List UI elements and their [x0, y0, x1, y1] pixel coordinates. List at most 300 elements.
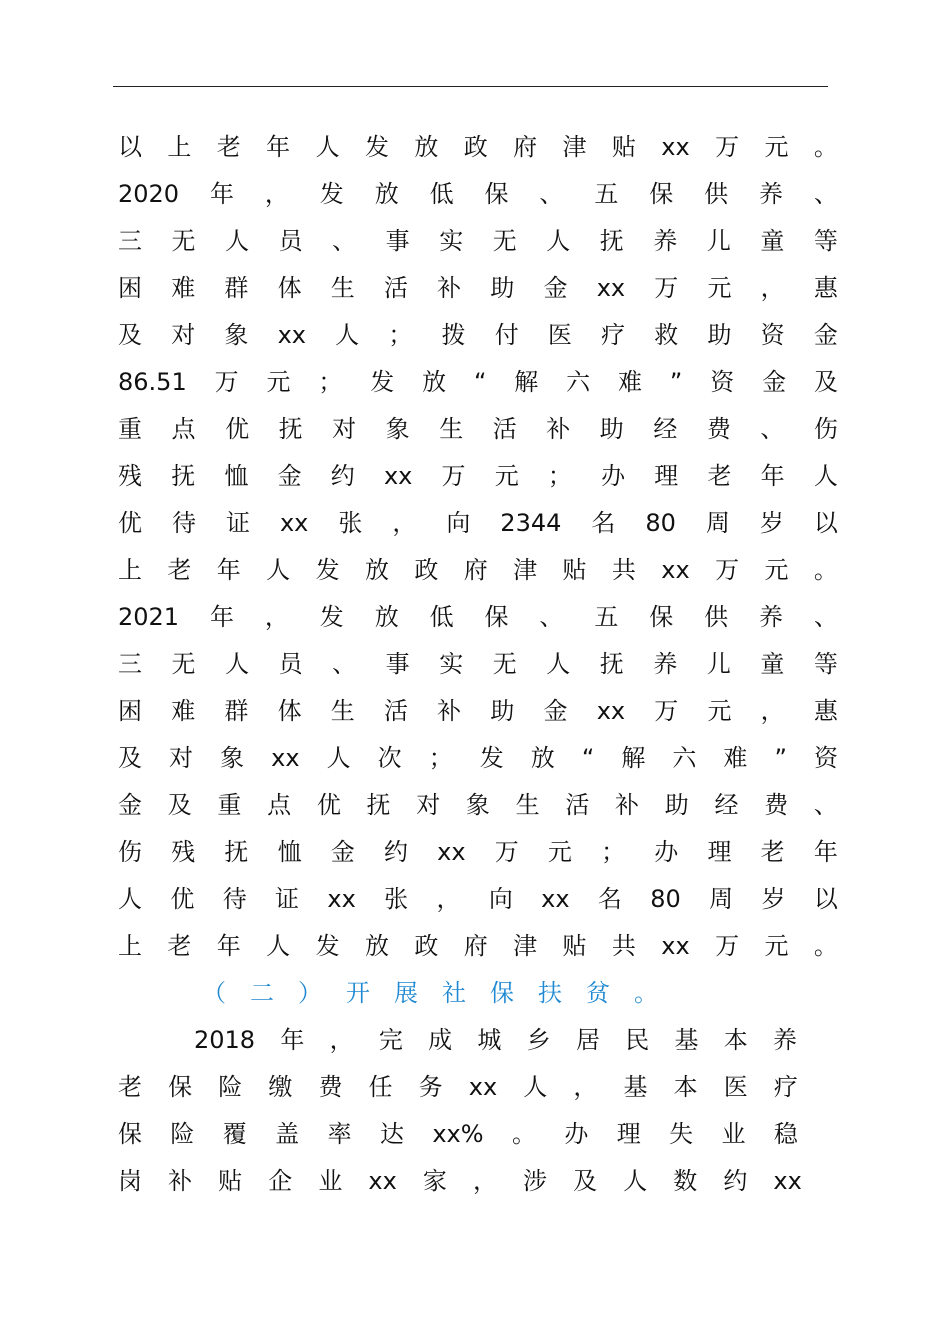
text-token: 困: [118, 274, 142, 302]
body-line: [118, 829, 838, 876]
text-token: 生: [330, 274, 355, 302]
text-token: 发: [319, 180, 344, 208]
text-token: 理: [707, 838, 732, 866]
body-line: [118, 218, 838, 265]
text-token: ，: [329, 1026, 354, 1054]
text-token: 、: [539, 603, 564, 631]
text-token: 对: [332, 415, 357, 443]
text-token: 点: [267, 791, 292, 819]
text-token: 无: [492, 227, 517, 255]
text-token: 金: [118, 791, 142, 819]
text-token: 缴: [268, 1073, 293, 1101]
text-token: 员: [278, 227, 303, 255]
text-token: 年: [209, 603, 234, 631]
text-token: 资: [813, 744, 838, 772]
text-token: 及: [118, 744, 142, 772]
text-token: ；: [318, 368, 343, 396]
body-line: [118, 124, 838, 171]
text-token: 。: [634, 979, 658, 1007]
text-token: 供: [704, 180, 729, 208]
text-token: 完: [378, 1026, 403, 1054]
text-token: 名: [597, 885, 622, 913]
text-token: xx: [661, 556, 690, 584]
text-token: 本: [673, 1073, 698, 1101]
text-token: 资: [710, 368, 735, 396]
text-token: 及: [167, 791, 192, 819]
text-token: 人: [546, 227, 571, 255]
body-line: [118, 312, 838, 359]
text-token: 周: [705, 509, 730, 537]
text-token: 万: [715, 556, 740, 584]
text-token: 解: [514, 368, 539, 396]
text-token: 金: [813, 321, 838, 349]
text-token: 员: [278, 650, 303, 678]
text-token: xx: [437, 838, 466, 866]
text-token: ，: [392, 509, 417, 537]
text-token: 人: [266, 932, 291, 960]
text-token: 岁: [759, 509, 784, 537]
text-token: 疗: [601, 321, 626, 349]
text-token: （: [202, 979, 226, 1007]
text-token: 元: [266, 368, 291, 396]
text-token: ，: [472, 1167, 497, 1195]
text-token: xx: [327, 885, 356, 913]
text-token: 年: [216, 932, 241, 960]
text-token: xx: [596, 697, 626, 725]
text-token: 象: [465, 791, 490, 819]
text-token: 残: [118, 462, 142, 490]
text-token: 费: [318, 1073, 343, 1101]
text-token: 府: [463, 932, 488, 960]
text-token: 童: [760, 650, 785, 678]
text-token: 象: [385, 415, 410, 443]
text-token: 群: [224, 274, 249, 302]
text-token: 以: [813, 885, 838, 913]
text-token: 活: [492, 415, 517, 443]
text-token: ；: [547, 462, 572, 490]
section-line: [118, 1111, 798, 1158]
text-token: 。: [813, 556, 838, 584]
text-token: 办: [601, 462, 626, 490]
text-token: 金: [543, 697, 568, 725]
text-token: 府: [463, 556, 488, 584]
text-token: 、: [813, 180, 838, 208]
text-token: 理: [654, 462, 679, 490]
text-token: 经: [653, 415, 678, 443]
text-token: 失: [669, 1120, 694, 1148]
text-token: 拨: [441, 321, 466, 349]
text-token: 生: [439, 415, 464, 443]
text-token: 年: [209, 180, 234, 208]
text-token: 放: [414, 133, 439, 161]
body-line: [118, 171, 838, 218]
text-token: 发: [315, 932, 340, 960]
text-token: 老: [118, 1073, 142, 1101]
text-token: 助: [490, 697, 515, 725]
text-token: 优: [316, 791, 341, 819]
text-token: 象: [224, 321, 249, 349]
text-token: ，: [760, 697, 785, 725]
text-token: 童: [760, 227, 785, 255]
text-token: 保: [490, 979, 514, 1007]
text-token: 体: [277, 697, 302, 725]
body-line: [118, 500, 838, 547]
text-token: 。: [813, 932, 838, 960]
text-token: 养: [759, 603, 784, 631]
text-token: ，: [264, 603, 289, 631]
text-token: 伤: [813, 415, 838, 443]
text-token: 低: [429, 603, 454, 631]
text-token: 府: [513, 133, 538, 161]
text-token: 政: [414, 932, 439, 960]
text-token: 养: [653, 227, 678, 255]
text-token: 恤: [277, 838, 302, 866]
text-token: 老: [216, 133, 241, 161]
text-token: 儿: [706, 650, 731, 678]
text-token: 约: [723, 1167, 748, 1195]
text-token: 元: [764, 932, 789, 960]
text-token: 政: [463, 133, 488, 161]
text-token: 疗: [773, 1073, 798, 1101]
text-token: 业: [721, 1120, 746, 1148]
text-token: 付: [494, 321, 519, 349]
text-token: 象: [220, 744, 245, 772]
text-token: 贴: [611, 133, 636, 161]
text-token: 点: [171, 415, 196, 443]
text-token: 保: [649, 180, 674, 208]
text-token: 医: [723, 1073, 748, 1101]
body-line: [118, 547, 838, 594]
text-token: 助: [664, 791, 689, 819]
text-token: 人: [523, 1073, 548, 1101]
text-token: 元: [494, 462, 519, 490]
text-token: 重: [118, 415, 142, 443]
text-token: 待: [222, 885, 247, 913]
text-token: xx: [773, 1167, 802, 1195]
text-token: 二: [250, 979, 274, 1007]
text-token: 张: [338, 509, 363, 537]
text-token: 活: [565, 791, 590, 819]
text-token: 及: [118, 321, 142, 349]
text-token: 放: [530, 744, 555, 772]
text-token: 证: [275, 885, 300, 913]
text-token: 老: [760, 838, 785, 866]
text-token: 保: [168, 1073, 193, 1101]
text-token: 惠: [813, 697, 838, 725]
text-token: 低: [429, 180, 454, 208]
text-token: 活: [383, 697, 408, 725]
text-token: 贴: [562, 556, 587, 584]
text-token: 难: [723, 744, 748, 772]
text-token: 补: [168, 1167, 193, 1195]
text-token: 2344: [500, 509, 562, 537]
text-token: 等: [813, 650, 838, 678]
section-line: [118, 1064, 798, 1111]
text-token: 及: [573, 1167, 598, 1195]
text-token: 对: [171, 321, 196, 349]
text-token: ”: [774, 744, 787, 772]
text-token: 政: [414, 556, 439, 584]
text-token: “: [473, 368, 487, 396]
text-token: 医: [547, 321, 572, 349]
text-token: 年: [266, 133, 291, 161]
text-token: 解: [621, 744, 646, 772]
text-token: 抚: [224, 838, 249, 866]
body-line: [118, 688, 838, 735]
text-token: 稳: [773, 1120, 798, 1148]
text-token: 发: [319, 603, 344, 631]
text-token: 保: [649, 603, 674, 631]
text-token: 体: [277, 274, 302, 302]
text-token: 、: [332, 650, 357, 678]
text-token: 老: [167, 932, 192, 960]
text-token: 扶: [538, 979, 562, 1007]
text-token: 人: [326, 744, 351, 772]
text-token: ；: [601, 838, 626, 866]
text-token: 伤: [118, 838, 142, 866]
text-token: 五: [594, 180, 619, 208]
text-token: 上: [167, 133, 192, 161]
text-token: 资: [760, 321, 785, 349]
text-token: 津: [562, 133, 587, 161]
text-token: 费: [764, 791, 789, 819]
text-token: 向: [446, 509, 471, 537]
text-token: 补: [546, 415, 571, 443]
text-token: 对: [169, 744, 194, 772]
text-token: 、: [813, 791, 838, 819]
text-token: 困: [118, 697, 142, 725]
section-line: [118, 1017, 797, 1064]
text-token: 保: [118, 1120, 142, 1148]
text-token: 放: [374, 180, 399, 208]
text-token: 以: [813, 509, 838, 537]
text-token: xx: [661, 133, 690, 161]
text-token: 养: [759, 180, 784, 208]
text-token: 优: [170, 885, 195, 913]
text-token: 上: [118, 932, 142, 960]
text-token: xx: [271, 744, 300, 772]
text-token: 约: [330, 462, 355, 490]
text-token: 办: [564, 1120, 589, 1148]
text-token: 万: [715, 932, 740, 960]
text-token: 证: [225, 509, 250, 537]
text-token: xx: [368, 1167, 397, 1195]
text-token: 金: [543, 274, 568, 302]
text-token: 城: [477, 1026, 502, 1054]
text-token: 2020: [118, 180, 180, 208]
text-token: 元: [707, 274, 732, 302]
text-token: 、: [332, 227, 357, 255]
text-token: 抚: [599, 227, 624, 255]
text-token: 救: [654, 321, 679, 349]
body-line: [118, 641, 838, 688]
text-token: 以: [118, 133, 142, 161]
text-token: 元: [764, 556, 789, 584]
text-token: 养: [773, 1026, 797, 1054]
text-token: 年: [813, 838, 838, 866]
text-token: xx: [468, 1073, 498, 1101]
text-token: 六: [672, 744, 697, 772]
text-token: 万: [654, 697, 679, 725]
text-token: 抚: [171, 462, 196, 490]
text-token: 年: [280, 1026, 305, 1054]
text-token: 共: [611, 556, 636, 584]
text-token: 企: [268, 1167, 293, 1195]
header-divider: [113, 86, 828, 87]
text-token: 覆: [222, 1120, 247, 1148]
text-token: 贴: [562, 932, 587, 960]
text-token: 供: [704, 603, 729, 631]
text-token: xx%: [432, 1120, 484, 1148]
text-token: 金: [762, 368, 787, 396]
text-token: 人: [266, 556, 291, 584]
text-token: 人: [225, 650, 250, 678]
text-token: 实: [439, 650, 464, 678]
text-token: 残: [171, 838, 196, 866]
text-token: 助: [490, 274, 515, 302]
text-token: xx: [661, 932, 690, 960]
document-body: [118, 124, 838, 1205]
text-token: 重: [217, 791, 242, 819]
body-line: [118, 876, 838, 923]
text-token: 等: [813, 227, 838, 255]
text-token: 理: [616, 1120, 641, 1148]
body-line: [118, 594, 838, 641]
text-token: 事: [385, 227, 410, 255]
text-token: ，: [436, 885, 461, 913]
text-token: 人: [315, 133, 340, 161]
text-token: 展: [394, 979, 418, 1007]
text-token: xx: [279, 509, 309, 537]
text-token: 居: [575, 1026, 600, 1054]
text-token: “: [581, 744, 595, 772]
text-token: 对: [416, 791, 441, 819]
text-token: 抚: [366, 791, 391, 819]
text-token: 生: [515, 791, 540, 819]
text-token: 养: [653, 650, 678, 678]
text-token: 年: [216, 556, 241, 584]
text-token: 保: [484, 603, 509, 631]
body-line: [118, 782, 838, 829]
text-token: ；: [428, 744, 453, 772]
text-token: 办: [654, 838, 679, 866]
text-token: 万: [494, 838, 519, 866]
text-token: 乡: [526, 1026, 551, 1054]
text-token: 万: [715, 133, 740, 161]
text-token: 优: [225, 415, 250, 443]
text-token: 岁: [761, 885, 786, 913]
text-token: 2021: [118, 603, 180, 631]
text-token: 、: [539, 180, 564, 208]
text-token: 无: [171, 227, 196, 255]
text-token: 保: [484, 180, 509, 208]
text-token: 社: [442, 979, 466, 1007]
text-token: 助: [707, 321, 732, 349]
text-token: 优: [118, 509, 142, 537]
text-token: 津: [513, 556, 538, 584]
text-token: ，: [264, 180, 289, 208]
body-line: [118, 359, 838, 406]
text-token: 业: [318, 1167, 343, 1195]
text-token: xx: [277, 321, 306, 349]
text-token: 数: [673, 1167, 698, 1195]
text-token: 补: [615, 791, 640, 819]
text-token: 共: [611, 932, 636, 960]
text-token: 事: [385, 650, 410, 678]
text-token: 发: [370, 368, 395, 396]
text-token: 五: [594, 603, 619, 631]
body-line: [118, 923, 838, 970]
section-heading: [118, 970, 658, 1017]
text-token: 放: [364, 556, 389, 584]
text-token: 涉: [523, 1167, 548, 1195]
text-token: 约: [383, 838, 408, 866]
text-token: 基: [623, 1073, 648, 1101]
text-token: 津: [513, 932, 538, 960]
text-token: 次: [377, 744, 402, 772]
text-token: 万: [214, 368, 239, 396]
text-token: 达: [379, 1120, 404, 1148]
text-token: 元: [547, 838, 572, 866]
text-token: ，: [760, 274, 785, 302]
text-token: 三: [118, 227, 142, 255]
text-token: xx: [596, 274, 626, 302]
text-token: 任: [368, 1073, 393, 1101]
text-token: 六: [566, 368, 591, 396]
text-token: 万: [441, 462, 466, 490]
text-token: xx: [541, 885, 570, 913]
text-token: 难: [618, 368, 643, 396]
text-token: 。: [813, 133, 838, 161]
text-token: 张: [384, 885, 409, 913]
text-token: 。: [511, 1120, 536, 1148]
text-token: 费: [706, 415, 731, 443]
text-token: 人: [623, 1167, 648, 1195]
text-token: 人: [813, 462, 838, 490]
text-token: 86.51: [118, 368, 187, 396]
text-token: 活: [383, 274, 408, 302]
text-token: 民: [625, 1026, 650, 1054]
body-line: [118, 265, 838, 312]
text-token: 实: [439, 227, 464, 255]
text-token: 岗: [118, 1167, 142, 1195]
text-token: 补: [437, 697, 462, 725]
text-token: 险: [170, 1120, 195, 1148]
text-token: 抚: [599, 650, 624, 678]
text-token: 、: [813, 603, 838, 631]
text-token: 、: [760, 415, 785, 443]
text-token: 开: [346, 979, 370, 1007]
text-token: 无: [492, 650, 517, 678]
text-token: 2018: [194, 1026, 256, 1054]
text-token: 年: [760, 462, 785, 490]
text-token: 盖: [275, 1120, 300, 1148]
text-token: 恤: [224, 462, 249, 490]
text-token: 助: [599, 415, 624, 443]
text-token: 务: [418, 1073, 443, 1101]
text-token: 元: [707, 697, 732, 725]
text-token: 老: [707, 462, 732, 490]
text-token: 人: [546, 650, 571, 678]
text-token: 上: [118, 556, 142, 584]
text-token: 生: [330, 697, 355, 725]
text-token: 群: [224, 697, 249, 725]
text-token: 难: [171, 697, 196, 725]
text-token: 待: [171, 509, 196, 537]
text-token: 本: [723, 1026, 748, 1054]
text-token: 率: [327, 1120, 352, 1148]
text-token: 发: [479, 744, 504, 772]
